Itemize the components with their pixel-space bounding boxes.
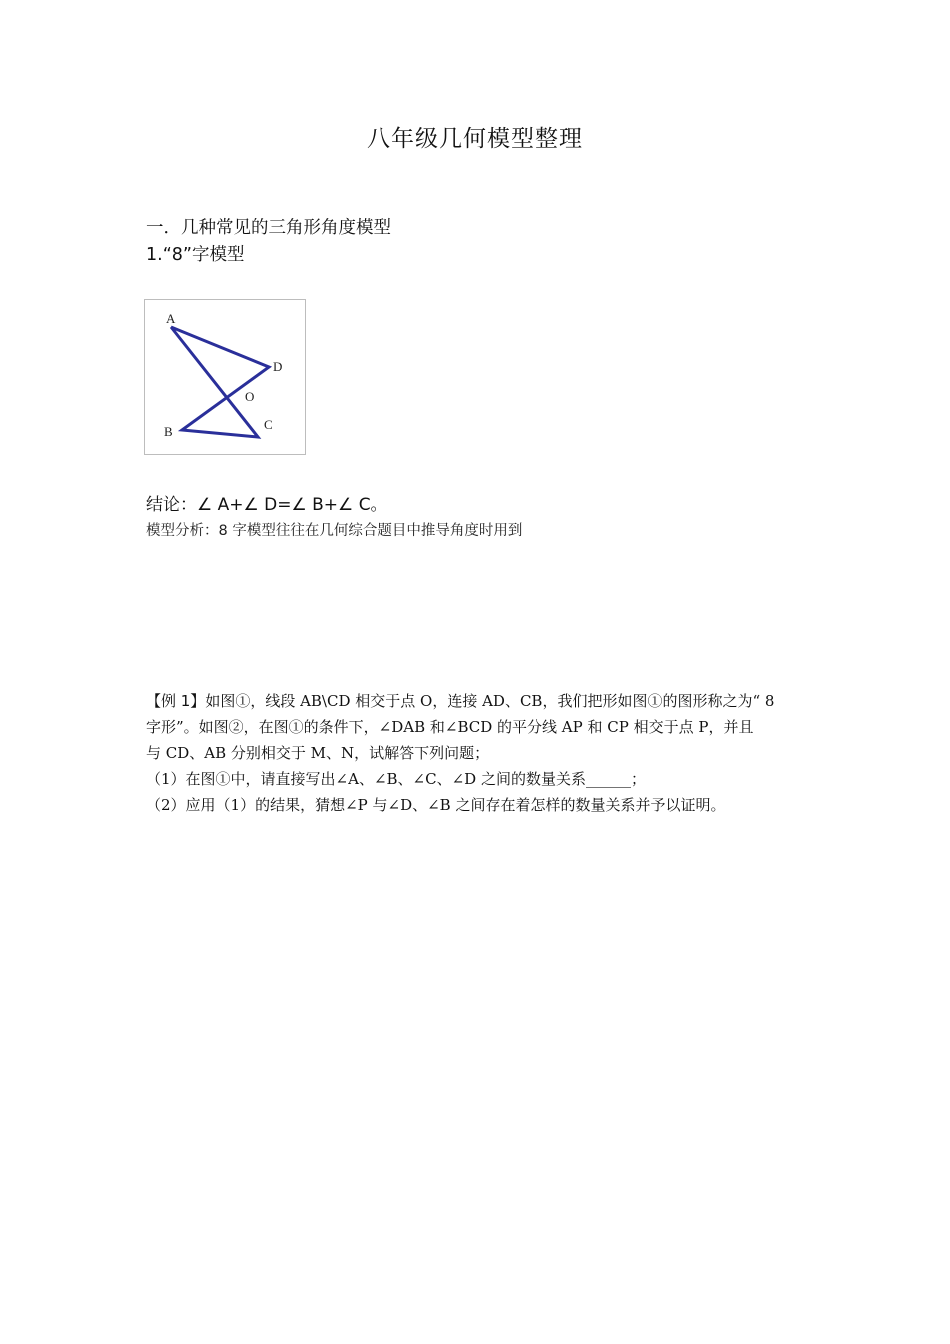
figure-lines — [171, 327, 269, 437]
label-o: O — [245, 389, 255, 404]
example-block — [146, 688, 826, 818]
conclusion-text: 结论：∠ A+∠ D=∠ B+∠ C。 — [146, 495, 388, 515]
label-b: B — [164, 424, 173, 439]
example-line-3: 与 CD、AB 分别相交于 M、N，试解答下列问题； — [146, 744, 490, 762]
section-heading: 一．几种常见的三角形角度模型 — [146, 218, 391, 238]
analysis-text: 模型分析：8 字模型往往在几何综合题目中推导角度时用到 — [146, 523, 523, 539]
document-title: 八年级几何模型整理 — [367, 126, 583, 152]
example-tag: 【例 1】 — [146, 692, 206, 710]
label-c: C — [264, 417, 273, 432]
label-a: A — [166, 311, 176, 326]
example-line-1 — [146, 688, 826, 714]
example-question-2: （2）应用（1）的结果，猜想∠P 与∠D、∠B 之间存在着怎样的数量关系并予以证明。 — [146, 796, 726, 814]
example-line-1-text: 如图①，线段 AB\CD 相交于点 O，连接 AD、CB，我们把形如图①的图形称之为“ 8 — [205, 692, 775, 710]
label-d: D — [273, 359, 283, 374]
example-question-1: （1）在图①中，请直接写出∠A、∠B、∠C、∠D 之间的数量关系______； — [146, 770, 646, 788]
subsection-heading: 1.“8”字模型 — [146, 245, 245, 265]
figure-svg — [145, 300, 305, 454]
figure-eight-diagram — [144, 299, 306, 455]
example-line-2: 字形”。如图②，在图①的条件下，∠DAB 和∠BCD 的平分线 AP 和 CP 相交于点 P，并且 — [146, 718, 754, 736]
